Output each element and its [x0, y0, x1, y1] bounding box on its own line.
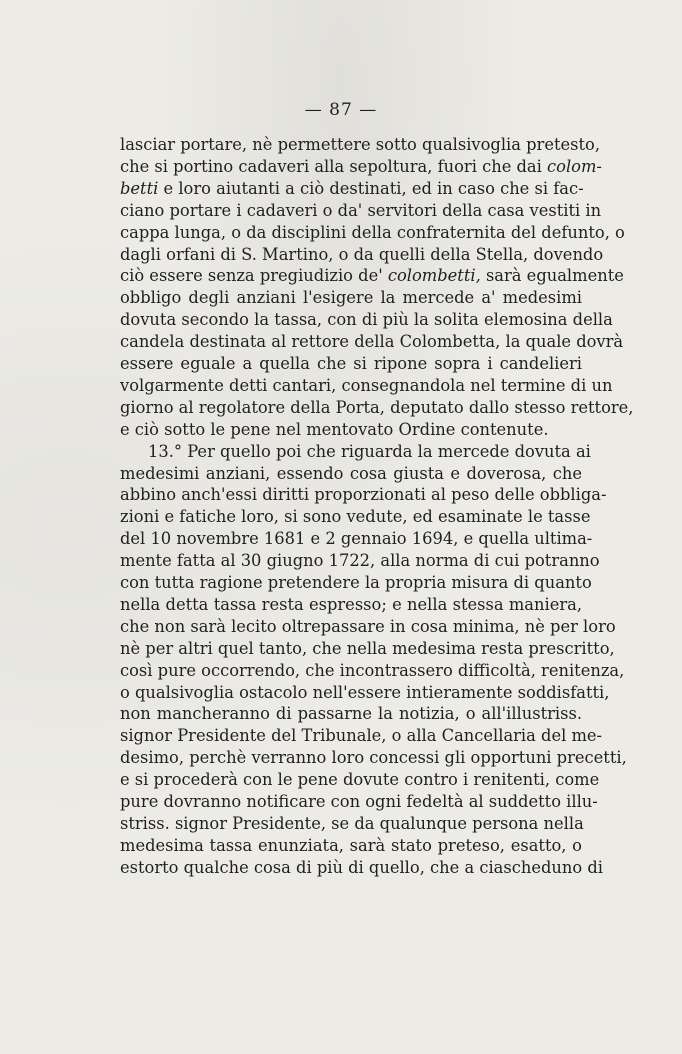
text-span: dagli orfani di S. Martino, o da quelli della Stella, dovendo	[120, 244, 604, 264]
text-span: medesima tassa enunziata, sarà stato preteso, esatto, o	[120, 835, 582, 855]
text-line	[120, 660, 625, 682]
text-line	[120, 222, 625, 244]
text-span: nella detta tassa resta espresso; e nella stessa maniera,	[120, 594, 582, 614]
italic-text: betti	[120, 178, 159, 198]
text-line	[120, 835, 582, 857]
text-span: obbligo degli anziani l'esigere la mercede a' medesimi	[120, 288, 582, 308]
text-line	[120, 725, 603, 747]
text-line	[120, 134, 601, 156]
text-span: sarà egualmente	[480, 266, 624, 286]
text-span: candela destinata al rettore della Colombetta, la quale dovrà	[120, 332, 624, 352]
text-span: lasciar portare, nè permettere sotto qualsivoglia pretesto,	[120, 135, 601, 154]
text-span: medesimi anziani, essendo cosa giusta e doverosa, che	[120, 463, 582, 483]
text-line	[120, 813, 582, 835]
text-line	[120, 309, 613, 331]
text-line	[120, 638, 615, 660]
text-span: del 10 novembre 1681 e 2 gennaio 1694, e quella ultima-	[120, 529, 593, 549]
text-span: mente fatta al 30 giugno 1722, alla norma di cui potranno	[120, 551, 600, 571]
text-span: volgarmente detti cantari, consegnandola nel termine di un	[120, 375, 613, 395]
text-line	[120, 331, 624, 353]
text-line	[120, 200, 602, 222]
text-line	[120, 769, 600, 791]
text-span: giorno al regolatore della Porta, deputato dallo stesso rettore,	[120, 397, 634, 417]
text-line	[120, 616, 616, 638]
text-span: striss. signor Presidente, se da qualunque persona nella	[120, 813, 584, 833]
text-span: non mancheranno di passarne la notizia, o all'illustriss.	[120, 704, 582, 724]
text-span: o qualsivoglia ostacolo nell'essere intieramente soddisfatti,	[120, 682, 610, 702]
text-span: signor Presidente del Tribunale, o alla Cancellaria del me-	[120, 726, 603, 746]
text-line	[120, 506, 591, 528]
page-number: — 87 —	[304, 100, 378, 120]
text-line	[120, 353, 582, 375]
text-span: e ciò sotto le pene nel mentovato Ordine contenute.	[120, 419, 549, 439]
text-line	[120, 528, 593, 550]
text-line	[120, 703, 582, 725]
text-span: che si portino cadaveri alla sepoltura, fuori che dai	[120, 156, 548, 176]
text-line	[120, 463, 582, 485]
text-line	[120, 747, 627, 769]
text-line	[120, 857, 603, 879]
text-line	[120, 397, 634, 419]
text-span: ciano portare i cadaveri o da' servitori della casa vestiti in	[120, 200, 602, 220]
text-line	[120, 156, 602, 178]
text-line	[120, 265, 624, 287]
text-span: estorto qualche cosa di più di quello, che a ciascheduno di	[120, 857, 603, 877]
text-line	[120, 419, 582, 441]
text-span: dovuta secondo la tassa, con di più la solita elemosina della	[120, 310, 613, 330]
text-span: cappa lunga, o da disciplini della confraternita del defunto, o	[120, 222, 625, 242]
text-span: con tutta ragione pretendere la propria misura di quanto	[120, 573, 592, 592]
italic-text: colom-	[547, 156, 602, 176]
text-line	[120, 594, 582, 616]
text-span: che non sarà lecito oltrepassare in cosa minima, nè per loro	[120, 616, 616, 636]
text-line	[120, 244, 604, 266]
text-line	[120, 287, 582, 309]
text-span: e loro aiutanti a ciò destinati, ed in caso che si fac-	[158, 178, 584, 198]
text-line	[120, 791, 598, 813]
text-span: zioni e fatiche loro, si sono vedute, ed esaminate le tasse	[120, 507, 591, 527]
text-span: ciò essere senza pregiudizio de'	[120, 266, 388, 286]
text-span: 13.° Per quello poi che riguarda la mercede dovuta ai	[148, 441, 591, 461]
text-span: e si procederà con le pene dovute contro i renitenti, come	[120, 770, 600, 790]
text-span: abbino anch'essi diritti proporzionati al peso delle obbliga-	[120, 485, 607, 505]
text-line	[148, 441, 591, 463]
text-span: pure dovranno notificare con ogni fedeltà al suddetto illu-	[120, 792, 598, 811]
text-line	[120, 572, 592, 594]
text-line	[120, 484, 607, 506]
text-line	[120, 682, 610, 704]
text-span: desimo, perchè verranno loro concessi gli opportuni precetti,	[120, 748, 627, 768]
text-span: nè per altri quel tanto, che nella medesima resta prescritto,	[120, 638, 615, 658]
text-line	[120, 550, 600, 572]
text-line	[120, 178, 582, 200]
text-span: così pure occorrendo, che incontrassero difficoltà, renitenza,	[120, 660, 625, 680]
text-line	[120, 375, 613, 397]
italic-text: colombetti,	[387, 266, 481, 286]
text-span: essere eguale a quella che si ripone sopra i candelieri	[120, 354, 582, 373]
